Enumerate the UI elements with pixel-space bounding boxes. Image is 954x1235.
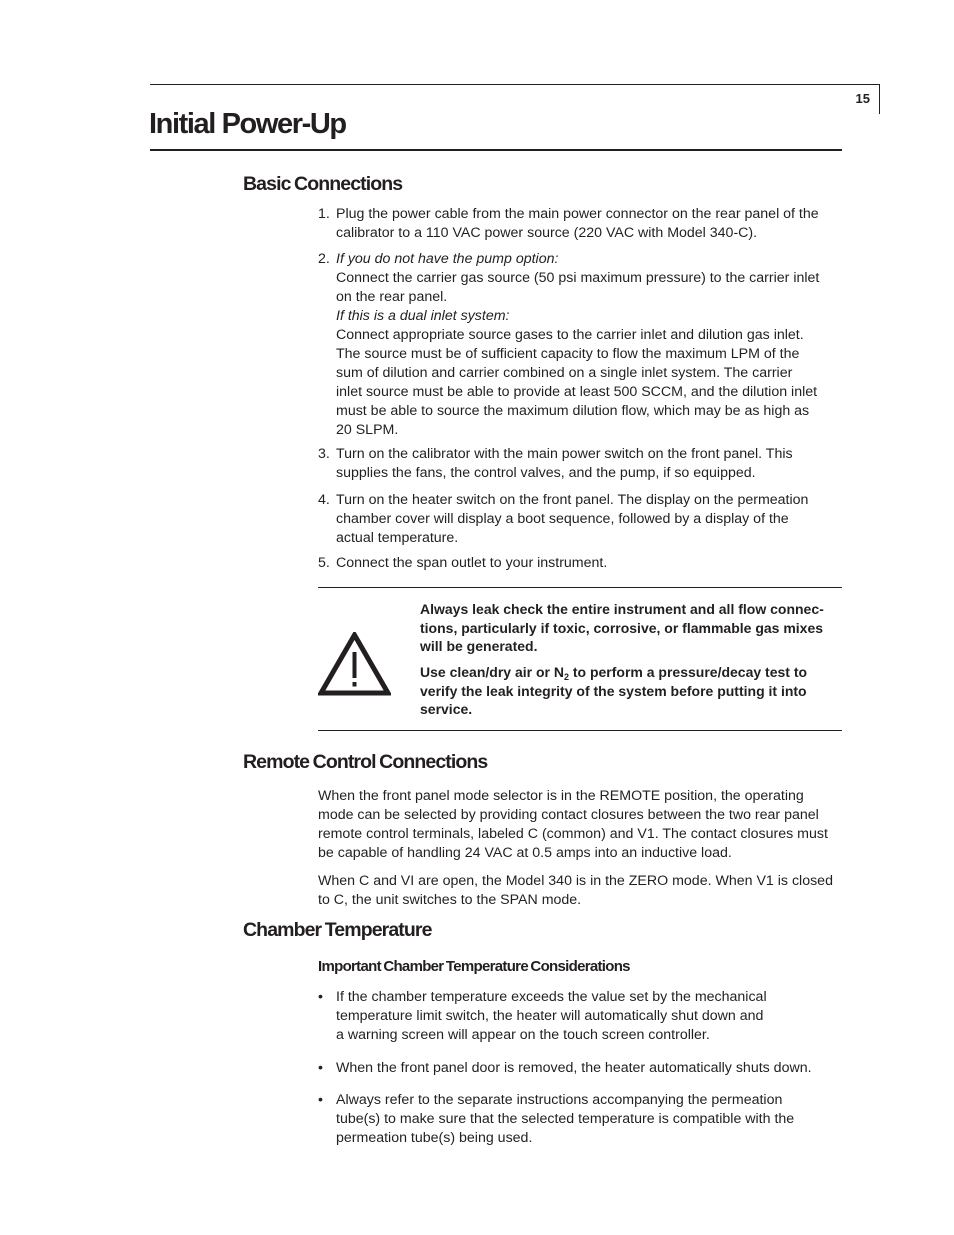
warning-line: Always leak check the entire instrument and all flow connec- [420,601,824,617]
step-text-line: supplies the fans, the control valves, and the pump, if so equipped. [336,465,756,481]
warning-line: tions, particularly if toxic, corrosive, or flammable gas mixes [420,619,824,636]
bullet-text-line: a warning screen will appear on the touch screen controller. [336,1027,710,1043]
paragraph-line: When C and VI are open, the Model 340 is in the ZERO mode. When V1 is closed [318,873,833,889]
step-number: 1. [318,206,330,222]
step-condition-label: If you do not have the pump option: [336,251,559,267]
bullet-text-line: temperature limit switch, the heater will automatically shut down and [336,1008,764,1024]
step-number: 2. [318,251,330,267]
step-text-line: The source must be of sufficient capacity to flow the maximum LPM of the [336,346,800,362]
bullet-text-line: tube(s) to make sure that the selected temperature is compatible with the [336,1111,795,1127]
remote-control-paragraph-1 [318,787,844,863]
paragraph-line: mode can be selected by providing contact closures between the two rear panel [318,807,819,823]
step-4 [318,491,844,548]
step-text-line: calibrator to a 110 VAC power source (220 VAC with Model 340-C). [336,225,758,241]
warning-line: verify the leak integrity of the system before putting it into [420,682,807,699]
step-text-line: inlet source must be able to provide at least 500 SCCM, and the dilution inlet [336,384,818,400]
paragraph-line: to C, the unit switches to the SPAN mode. [318,892,582,908]
step-text-line: Connect the carrier gas source (50 psi maximum pressure) to the carrier inlet [336,270,820,286]
basic-connections-list [318,205,844,243]
title-rule [150,149,842,151]
step-number: 4. [318,492,330,508]
step-text-line: Turn on the heater switch on the front panel. The display on the permeation [336,492,809,508]
chamber-temperature-heading: Chamber Temperature [243,919,432,941]
bullet-item-2 [318,1059,844,1078]
step-text-line: Connect the span outlet to your instrument. [336,555,608,571]
bullet-item-3 [318,1091,844,1148]
step-1 [318,205,844,243]
header-tick [879,84,880,114]
step-text-line: Turn on the calibrator with the main power switch on the front panel. This [336,446,793,462]
bullet-text-line: permeation tube(s) being used. [336,1130,533,1146]
step-text-line: Connect appropriate source gases to the carrier inlet and dilution gas inlet. [336,327,804,343]
paragraph-line: be capable of handling 24 VAC at 0.5 amps into an inductive load. [318,845,732,861]
bullet-item-1 [318,988,844,1045]
remote-control-paragraph-2 [318,872,844,910]
page-number: 15 [855,91,870,106]
step-text-line: sum of dilution and carrier combined on a single inlet system. The carrier [336,365,793,381]
page-title: Initial Power-Up [149,108,346,140]
step-3 [318,445,844,483]
bullet-text-line: When the front panel door is removed, the heater automatically shuts down. [336,1060,812,1076]
step-2 [318,250,844,440]
bullet-mark: • [318,1060,323,1076]
step-text-line: chamber cover will display a boot sequence, followed by a display of the [336,511,789,527]
chamber-temperature-subheading: Important Chamber Temperature Considerations [318,958,630,975]
bullet-mark: • [318,989,323,1005]
step-condition-label: If this is a dual inlet system: [336,308,510,324]
basic-connections-heading: Basic Connections [243,173,403,195]
warning-text [420,600,845,656]
step-number: 5. [318,555,330,571]
step-text-line: Plug the power cable from the main power connector on the rear panel of the [336,206,819,222]
header-rule [150,84,880,85]
bullet-text-line: Always refer to the separate instructions accompanying the permeation [336,1092,783,1108]
warning-top-rule [318,587,842,588]
warning-triangle-icon [318,632,391,696]
step-number: 3. [318,446,330,462]
bullet-mark: • [318,1092,323,1108]
warning-text-2 [420,663,845,719]
bullet-text-line: If the chamber temperature exceeds the value set by the mechanical [336,989,767,1005]
paragraph-line: When the front panel mode selector is in the REMOTE position, the operating [318,788,804,804]
step-text-line: actual temperature. [336,530,459,546]
step-5 [318,554,844,573]
warning-line: Use clean/dry air or $N_2$ to perform a pressure/decay test to [420,664,808,682]
warning-line: service. [420,701,473,717]
step-text-line: 20 SLPM. [336,422,399,438]
warning-bottom-rule [318,730,842,731]
step-text-line: must be able to source the maximum dilution flow, which may be as high as [336,403,810,419]
remote-control-heading: Remote Control Connections [243,751,488,773]
step-text-line: on the rear panel. [336,289,448,305]
warning-line: will be generated. [420,638,538,654]
paragraph-line: remote control terminals, labeled C (common) and V1. The contact closures must [318,826,828,842]
